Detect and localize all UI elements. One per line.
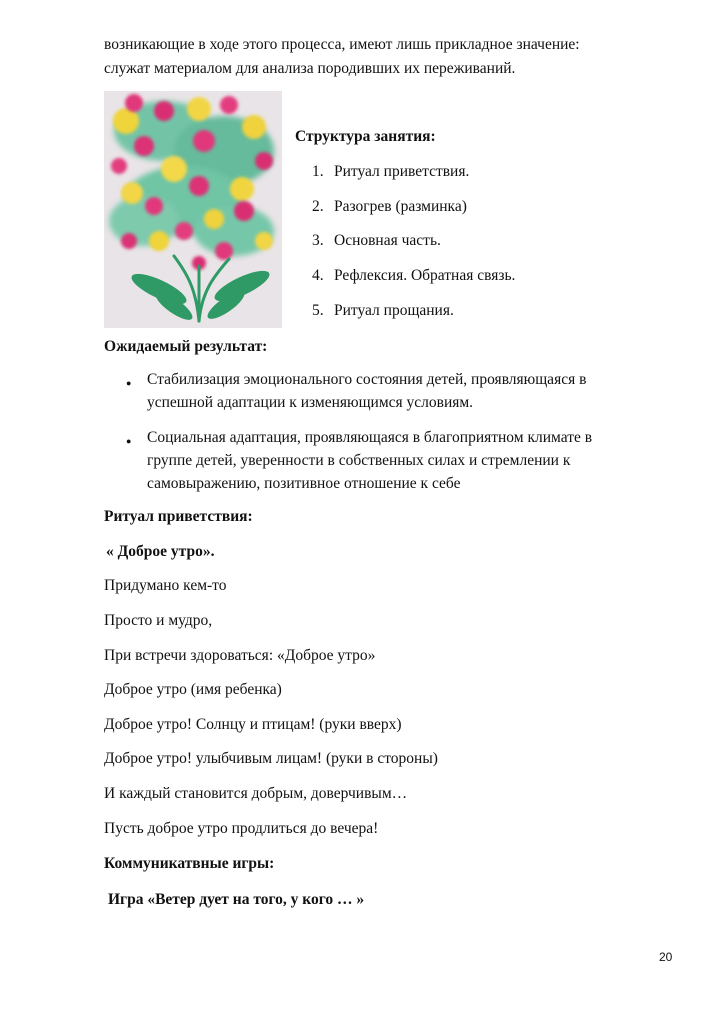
game-title: Игра «Ветер дует на того, у кого … » (108, 891, 365, 908)
games-heading: Коммуникатвные игры: (104, 855, 275, 872)
structure-item (312, 163, 469, 181)
expected-bullet-2-line-2: группе детей, уверенности в собственных силах и стремлении к (147, 452, 571, 469)
ritual-line: Придумано кем-то (104, 577, 227, 594)
ritual-heading: Ритуал приветствия: (104, 508, 253, 525)
structure-heading: Структура занятия: (295, 128, 436, 145)
intro-line-1: возникающие в ходе этого процесса, имеют лишь прикладное значение: (104, 36, 580, 53)
bullet-icon: ● (126, 378, 132, 388)
ritual-line: При встречи здороваться: «Доброе утро» (104, 647, 376, 664)
structure-item (312, 198, 467, 216)
ritual-line: И каждый становится добрым, доверчивым… (104, 785, 408, 802)
structure-item-text: Разогрев (разминка) (334, 198, 467, 215)
structure-item-text: Основная часть. (334, 232, 441, 249)
structure-item-number: 5. (312, 302, 324, 319)
structure-item (312, 267, 515, 285)
intro-line-2: служат материалом для анализа породивших их переживаний. (104, 60, 516, 77)
ritual-title: « Доброе утро». (106, 543, 215, 560)
structure-item (312, 232, 441, 250)
ritual-line: Доброе утро! улыбчивым лицам! (руки в стороны) (104, 750, 438, 767)
expected-bullet-2-line-1: Социальная адаптация, проявляющаяся в благоприятном климате в (147, 429, 593, 446)
page-number: 20 (659, 950, 673, 964)
structure-item-text: Ритуал прощания. (334, 302, 454, 319)
flower-painting (104, 91, 282, 328)
bullet-icon: ● (126, 436, 132, 446)
expected-heading: Ожидаемый результат: (104, 338, 268, 355)
expected-bullet-1-line-1: Стабилизация эмоционального состояния детей, проявляющаяся в (147, 371, 587, 388)
ritual-line: Пусть доброе утро продлиться до вечера! (104, 820, 379, 837)
expected-bullet-2-line-3: самовыражению, позитивное отношение к себе (147, 475, 461, 492)
structure-item-number: 1. (312, 163, 324, 180)
structure-item (312, 302, 454, 320)
expected-bullet-1-line-2: успешной адаптации к изменяющимся условиям. (147, 394, 474, 411)
ritual-line: Доброе утро! Солнцу и птицам! (руки вверх) (104, 716, 402, 733)
structure-item-text: Рефлексия. Обратная связь. (334, 267, 516, 284)
ritual-line: Просто и мудро, (104, 612, 213, 629)
structure-item-text: Ритуал приветствия. (334, 163, 470, 180)
structure-item-number: 3. (312, 232, 324, 249)
structure-item-number: 4. (312, 267, 324, 284)
ritual-line: Доброе утро (имя ребенка) (104, 681, 282, 698)
structure-item-number: 2. (312, 198, 324, 215)
